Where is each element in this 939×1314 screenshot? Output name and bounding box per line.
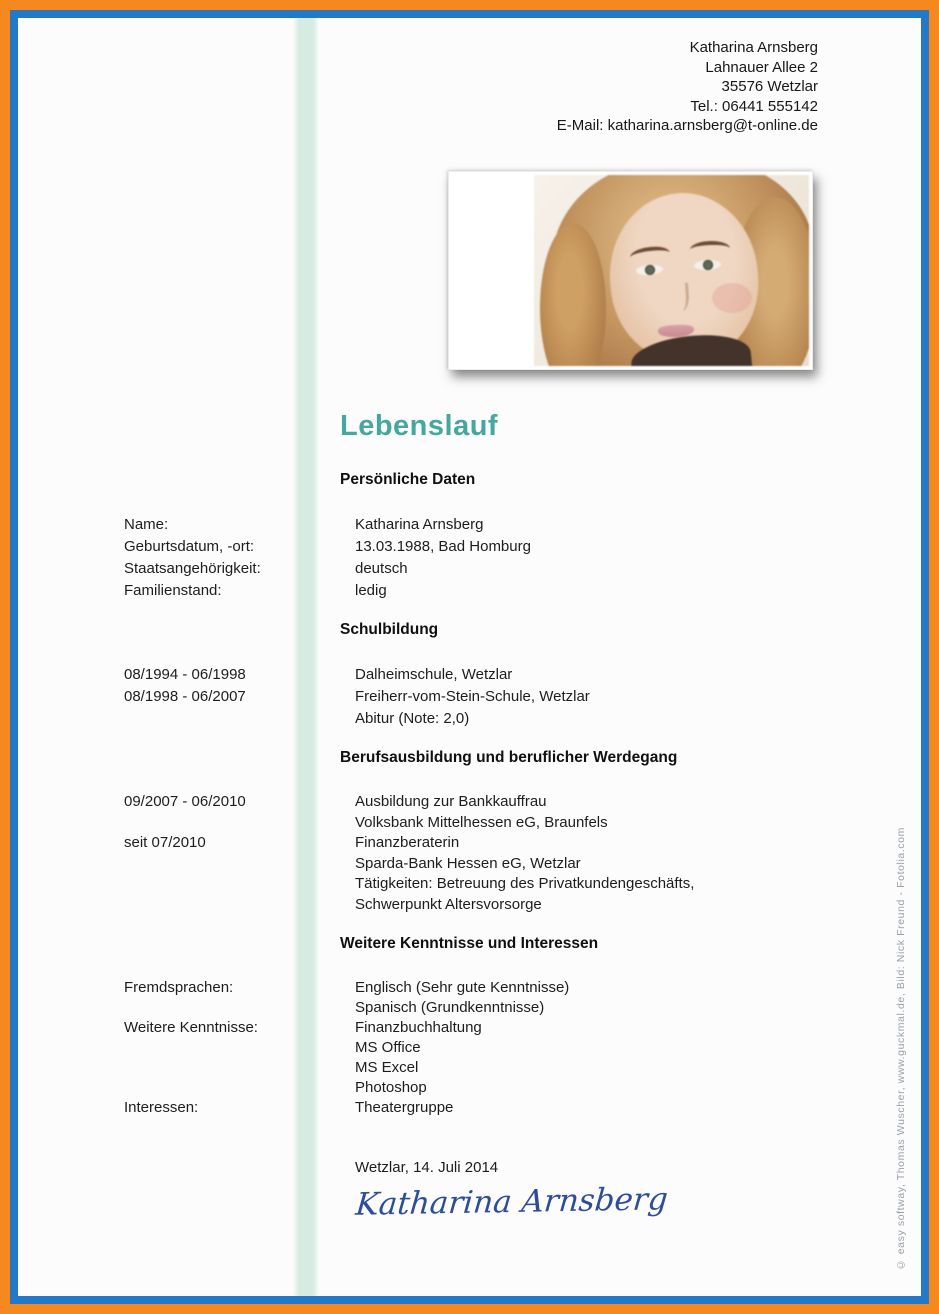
cv-row [18, 1098, 921, 1118]
row-value: Schwerpunkt Altersvorsorge [355, 895, 542, 913]
date-place-line: Wetzlar, 14. Juli 2014 [355, 1159, 499, 1176]
row-label: Familienstand: [124, 582, 222, 599]
row-value: Dalheimschule, Wetzlar [355, 666, 513, 683]
row-label: Staatsangehörigkeit: [124, 560, 261, 577]
row-label: seit 07/2010 [124, 834, 206, 851]
section-rows [18, 978, 921, 1118]
section-heading: Berufsausbildung und beruflicher Werdegang [340, 749, 678, 766]
row-label: 08/1994 - 06/1998 [124, 666, 246, 683]
section [18, 620, 921, 730]
cv-row [18, 792, 921, 813]
cv-row [18, 708, 921, 730]
row-value: Photoshop [355, 1079, 427, 1096]
watermark-credit: © easy softway, Thomas Wuscher, www.guckmal.de, Bild: Nick Freund - Fotolia.com [895, 826, 907, 1270]
section [18, 748, 921, 915]
row-value: Englisch (Sehr gute Kenntnisse) [355, 979, 570, 996]
row-value: deutsch [355, 560, 408, 577]
row-label: Weitere Kenntnisse: [124, 1019, 258, 1036]
row-value: 13.03.1988, Bad Homburg [355, 538, 531, 555]
row-value: Finanzberaterin [355, 834, 460, 851]
row-value: Tätigkeiten: Betreuung des Privatkundengeschäfts, [355, 875, 695, 892]
cv-row [18, 813, 921, 834]
applicant-photo [448, 171, 813, 370]
cv-row [18, 998, 921, 1018]
cv-row [18, 895, 921, 916]
section-rows [18, 664, 921, 730]
row-label: 08/1998 - 06/2007 [124, 688, 246, 705]
section-rows [18, 792, 921, 915]
row-label: Geburtsdatum, -ort: [124, 538, 255, 555]
row-label: Fremdsprachen: [124, 979, 234, 996]
row-value: Ausbildung zur Bankkauffrau [355, 793, 547, 810]
row-label: Name: [124, 516, 169, 533]
contact-block [557, 38, 818, 136]
inner-blue-frame [10, 10, 929, 1304]
row-value: Volksbank Mittelhessen eG, Braunfels [355, 813, 608, 831]
cv-row [18, 664, 921, 686]
row-value: MS Excel [355, 1059, 419, 1076]
section-rows [18, 514, 921, 602]
cv-row [18, 978, 921, 998]
row-value: Theatergruppe [355, 1099, 454, 1116]
cv-row [18, 580, 921, 602]
cv-row [18, 558, 921, 580]
cv-row [18, 1038, 921, 1058]
row-value: Freiherr-vom-Stein-Schule, Wetzlar [355, 688, 590, 705]
cv-row [18, 854, 921, 875]
cv-row [18, 833, 921, 854]
row-value: MS Office [355, 1039, 421, 1056]
contact-name: Katharina Arnsberg [689, 39, 818, 56]
portrait-illustration [534, 175, 809, 366]
cv-row [18, 514, 921, 536]
cv-row [18, 536, 921, 558]
row-value: Abitur (Note: 2,0) [355, 710, 470, 727]
section-heading: Persönliche Daten [340, 471, 476, 488]
row-value: Katharina Arnsberg [355, 516, 484, 533]
contact-email: E-Mail: katharina.arnsberg@t-online.de [556, 117, 818, 134]
cv-row [18, 1078, 921, 1098]
cv-row [18, 1018, 921, 1038]
contact-city: 35576 Wetzlar [721, 78, 818, 95]
section-heading: Schulbildung [340, 621, 439, 638]
contact-phone: Tel.: 06441 555142 [690, 97, 818, 115]
portrait-blush [712, 283, 752, 313]
section [18, 934, 921, 1118]
row-value: Spanisch (Grundkenntnisse) [355, 999, 545, 1016]
row-label: 09/2007 - 06/2010 [124, 793, 246, 810]
page-title: Lebenslauf [340, 410, 499, 442]
signature: Katharina Arnsberg [354, 1181, 670, 1223]
contact-street: Lahnauer Allee 2 [705, 58, 818, 76]
cv-row [18, 874, 921, 895]
section [18, 470, 921, 602]
portrait-iris-left [645, 265, 656, 276]
portrait-iris-right [703, 260, 714, 271]
row-label: Interessen: [124, 1099, 199, 1116]
cv-row [18, 1058, 921, 1078]
row-value: Sparda-Bank Hessen eG, Wetzlar [355, 854, 581, 872]
cv-row [18, 686, 921, 708]
row-value: ledig [355, 582, 387, 599]
row-value: Finanzbuchhaltung [355, 1019, 482, 1036]
cv-page [18, 18, 921, 1296]
section-heading: Weitere Kenntnisse und Interessen [340, 935, 599, 952]
